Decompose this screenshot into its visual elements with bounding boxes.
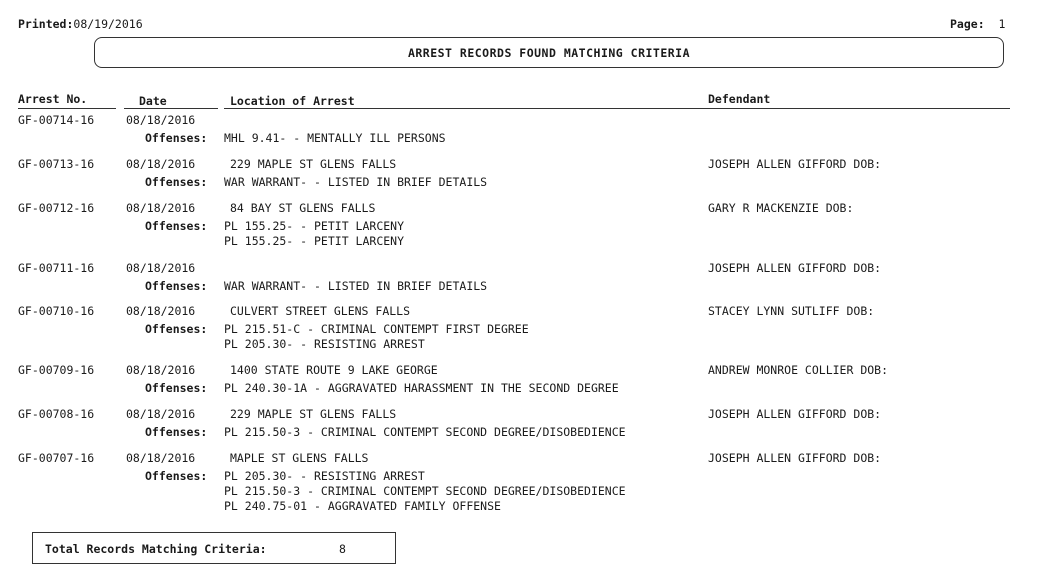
report-title-box <box>94 37 1004 68</box>
defendant-name: STACEY LYNN SUTLIFF DOB: <box>708 304 875 318</box>
offense-item: PL 215.50-3 - CRIMINAL CONTEMPT SECOND DEGREE/DISOBEDIENCE <box>224 425 626 439</box>
arrest-date: 08/18/2016 <box>126 201 196 215</box>
total-records-label: Total Records Matching Criteria: <box>45 542 267 556</box>
defendant-name: JOSEPH ALLEN GIFFORD DOB: <box>708 407 882 421</box>
column-header-defendant: Defendant <box>708 92 771 106</box>
page-indicator <box>950 17 1005 31</box>
column-header-arrest-no: Arrest No. <box>18 92 88 106</box>
page-label: Page: <box>950 17 985 31</box>
arrest-number: GF-00714-16 <box>18 113 95 127</box>
offense-item: WAR WARRANT- - LISTED IN BRIEF DETAILS <box>224 279 488 293</box>
arrest-date: 08/18/2016 <box>126 451 196 465</box>
offenses-label: Offenses: <box>145 279 208 293</box>
arrest-location: 229 MAPLE ST GLENS FALLS <box>230 407 397 421</box>
offenses-label: Offenses: <box>145 131 208 145</box>
arrest-number: GF-00708-16 <box>18 407 95 421</box>
printed-date <box>18 17 143 31</box>
page-number: 1 <box>998 17 1006 31</box>
column-header-location: Location of Arrest <box>230 94 355 108</box>
arrest-date: 08/18/2016 <box>126 407 196 421</box>
arrest-number: GF-00710-16 <box>18 304 95 318</box>
offenses-label: Offenses: <box>145 469 208 483</box>
offense-item: PL 240.30-1A - AGGRAVATED HARASSMENT IN THE SECOND DEGREE <box>224 381 619 395</box>
arrest-location: 229 MAPLE ST GLENS FALLS <box>230 157 397 171</box>
arrest-number: GF-00712-16 <box>18 201 95 215</box>
offenses-label: Offenses: <box>145 381 208 395</box>
offense-item: PL 155.25- - PETIT LARCENY <box>224 234 405 248</box>
header-underline-defendant <box>706 108 1010 109</box>
header-underline-date <box>124 108 218 109</box>
defendant-name: JOSEPH ALLEN GIFFORD DOB: <box>708 157 882 171</box>
offense-item: MHL 9.41- - MENTALLY ILL PERSONS <box>224 131 446 145</box>
arrest-number: GF-00713-16 <box>18 157 95 171</box>
defendant-name: JOSEPH ALLEN GIFFORD DOB: <box>708 261 882 275</box>
arrest-date: 08/18/2016 <box>126 304 196 318</box>
arrest-location: MAPLE ST GLENS FALLS <box>230 451 369 465</box>
defendant-name: GARY R MACKENZIE DOB: <box>708 201 854 215</box>
offense-item: PL 240.75-01 - AGGRAVATED FAMILY OFFENSE <box>224 499 501 513</box>
arrest-date: 08/18/2016 <box>126 363 196 377</box>
column-header-date: Date <box>139 94 167 108</box>
header-underline-arrest <box>18 108 116 109</box>
offenses-label: Offenses: <box>145 425 208 439</box>
offense-item: PL 205.30- - RESISTING ARREST <box>224 337 425 351</box>
offense-item: WAR WARRANT- - LISTED IN BRIEF DETAILS <box>224 175 488 189</box>
offense-item: PL 215.50-3 - CRIMINAL CONTEMPT SECOND DEGREE/DISOBEDIENCE <box>224 484 626 498</box>
header-underline-location <box>224 108 706 109</box>
offense-item: PL 215.51-C - CRIMINAL CONTEMPT FIRST DEGREE <box>224 322 529 336</box>
total-records-value: 8 <box>339 542 346 556</box>
defendant-name: JOSEPH ALLEN GIFFORD DOB: <box>708 451 882 465</box>
offenses-label: Offenses: <box>145 175 208 189</box>
total-records-box <box>32 532 396 564</box>
arrest-date: 08/18/2016 <box>126 261 196 275</box>
arrest-number: GF-00707-16 <box>18 451 95 465</box>
offenses-label: Offenses: <box>145 322 208 336</box>
arrest-location: 84 BAY ST GLENS FALLS <box>230 201 376 215</box>
arrest-number: GF-00709-16 <box>18 363 95 377</box>
arrest-location: CULVERT STREET GLENS FALLS <box>230 304 411 318</box>
arrest-location: 1400 STATE ROUTE 9 LAKE GEORGE <box>230 363 438 377</box>
defendant-name: ANDREW MONROE COLLIER DOB: <box>708 363 889 377</box>
printed-label: Printed: <box>18 17 74 31</box>
report-title: ARREST RECORDS FOUND MATCHING CRITERIA <box>407 45 691 60</box>
arrest-date: 08/18/2016 <box>126 113 196 127</box>
arrest-number: GF-00711-16 <box>18 261 95 275</box>
offense-item: PL 155.25- - PETIT LARCENY <box>224 219 405 233</box>
offense-item: PL 205.30- - RESISTING ARREST <box>224 469 425 483</box>
arrest-date: 08/18/2016 <box>126 157 196 171</box>
offenses-label: Offenses: <box>145 219 208 233</box>
printed-date-value: 08/19/2016 <box>73 17 143 31</box>
